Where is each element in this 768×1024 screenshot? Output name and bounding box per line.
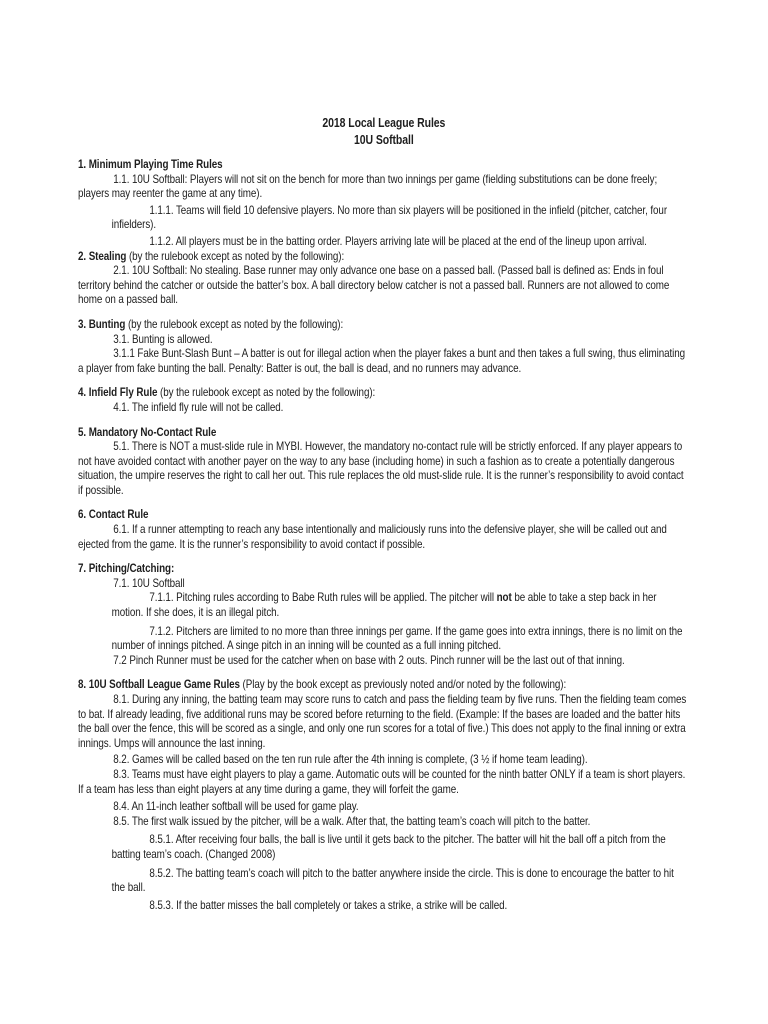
rule-1-1: 1.1. 10U Softball: Players will not sit on the bench for more than two innings per game (fielding substitutions can be done freely; players may reenter the game at any time). [78,171,658,201]
section-8-heading-bold: 8. 10U Softball League Game Rules [78,677,240,692]
section-8-heading-rest: (Play by the book except as previously noted and/or noted by the following): [239,677,567,692]
section-2-heading [78,249,690,264]
section-5-heading [78,425,690,440]
rule-7-2: 7.2 Pinch Runner must be used for the catcher when on base with 2 outs. Pinch runner will be the last out of that inning. [113,652,625,667]
rule-3-1: 3.1. Bunting is allowed. [113,331,213,346]
rule-8-2: 8.2. Games will be called based on the ten run rule after the 4th inning is complete, (3 ½ if home team leading). [113,752,588,767]
section-1-heading [78,157,690,172]
section-4-heading-rest: (by the rulebook except as noted by the following): [157,385,376,400]
rule-8-5-1: 8.5.1. After receiving four balls, the ball is live until it gets back to the pitcher. The batter will hit the ball off a pitch from the batting team’s coach. (Changed 2008) [111,832,666,861]
document-title-line1: 2018 Local League Rules [322,115,446,130]
rule-8-4: 8.4. An 11-inch leather softball will be used for game play. [113,799,359,814]
rule-7-1-2: 7.1.2. Pitchers are limited to no more than three innings per game. If the game goes into extra innings, there is no limit on the number of innings pitched. A singe pitch in an inning will be counted as a full inning pitched. [111,623,683,653]
rule-4-1: 4.1. The infield fly rule will not be called. [113,399,284,414]
rule-2-1: 2.1. 10U Softball: No stealing. Base runner may only advance one base on a passed ball. (Passed ball is defined as: Ends in foul territory behind the catcher or outside the batter’s box. A ball directory below catcher is not a passed ball. Runners are not allowed to come home on a passed ball. [78,263,670,307]
rule-8-5-3: 8.5.3. If the batter misses the ball completely or takes a strike, a strike will be called. [149,897,508,912]
section-3-heading-bold: 3. Bunting [78,316,126,331]
rule-1-1-1: 1.1.1. Teams will field 10 defensive players. No more than six players will be positioned in the infield (pitcher, catcher, four infielders). [111,202,668,232]
section-5-heading-text: 5. Mandatory No-Contact Rule [78,424,217,439]
document-title-line2: 10U Softball [354,132,414,147]
section-2-heading-bold: 2. Stealing [78,248,127,263]
rule-7-1-1-pre: 7.1.1. Pitching rules according to Babe Ruth rules will be applied. The pitcher will [149,590,497,605]
rule-7-1-1-post: be able to take a step back in her motion. If she does, it is an illegal pitch. [111,590,657,620]
section-4-heading [78,385,690,400]
rule-8-5: 8.5. The first walk issued by the pitcher, will be a walk. After that, the batting team’s coach will pitch to the batter. [113,813,591,828]
rule-7-1-1-emphasis: not [496,590,512,605]
document-content [78,114,690,912]
section-6-heading [78,507,690,522]
rule-8-3: 8.3. Teams must have eight players to play a game. Automatic outs will be counted for the ninth batter ONLY if a team is short players. If a team has less than eight players at any time during a game, they will forfeit the game. [78,766,686,796]
rule-8-1: 8.1. During any inning, the batting team may score runs to catch and pass the fielding team by five runs. Then the fielding team comes to bat. If already leading, five additional runs may be scored before returning to the field. (Example: If the bases are loaded and the batter hits the ball over the fence, this will be scored as a single, and only one run scores for a total of five.) This does not apply to the final inning or extra innings. Umps will announce the last inning. [78,692,687,750]
rule-5-1: 5.1. There is NOT a must-slide rule in MYBI. However, the mandatory no-contact rule will be strictly enforced. If any player appears to not have avoided contact with another payer on the way to any base (including home) in such a fashion as to create a potentially dangerous situation, the umpire reserves the right to call her out. This rule replaces the old must-slide rule. It is the runner’s responsibility to avoid contact if possible. [78,439,684,497]
section-2-heading-rest: (by the rulebook except as noted by the following): [126,248,345,263]
rule-7-1: 7.1. 10U Softball [113,575,185,590]
rule-1-1-2: 1.1.2. All players must be in the batting order. Players arriving late will be placed at the end of the lineup upon arrival. [149,233,647,248]
rule-6-1: 6.1. If a runner attempting to reach any base intentionally and maliciously runs into the defensive player, she will be called out and ejected from the game. It is the runner’s responsibility to avoid contact if possible. [78,522,667,551]
document-title [78,114,690,148]
section-7-heading [78,561,690,576]
rule-3-1-1: 3.1.1 Fake Bunt-Slash Bunt – A batter is out for illegal action when the player fakes a bunt and then takes a full swing, thus eliminating a player from fake bunting the ball. Penalty: Batter is out, the ball is dead, and no runners may advance. [78,346,686,375]
section-7-heading-text: 7. Pitching/Catching: [78,561,175,576]
section-3-heading [78,317,690,332]
rule-7-1-1 [112,590,690,619]
section-4-heading-bold: 4. Infield Fly Rule [78,385,158,400]
section-3-heading-rest: (by the rulebook except as noted by the following): [125,316,344,331]
rule-8-5-2: 8.5.2. The batting team’s coach will pitch to the batter anywhere inside the circle. This is done to encourage the batter to hit the ball. [111,865,674,895]
section-8-heading [78,677,690,692]
section-1-heading-text: 1. Minimum Playing Time Rules [78,157,223,171]
section-6-heading-text: 6. Contact Rule [78,507,149,522]
